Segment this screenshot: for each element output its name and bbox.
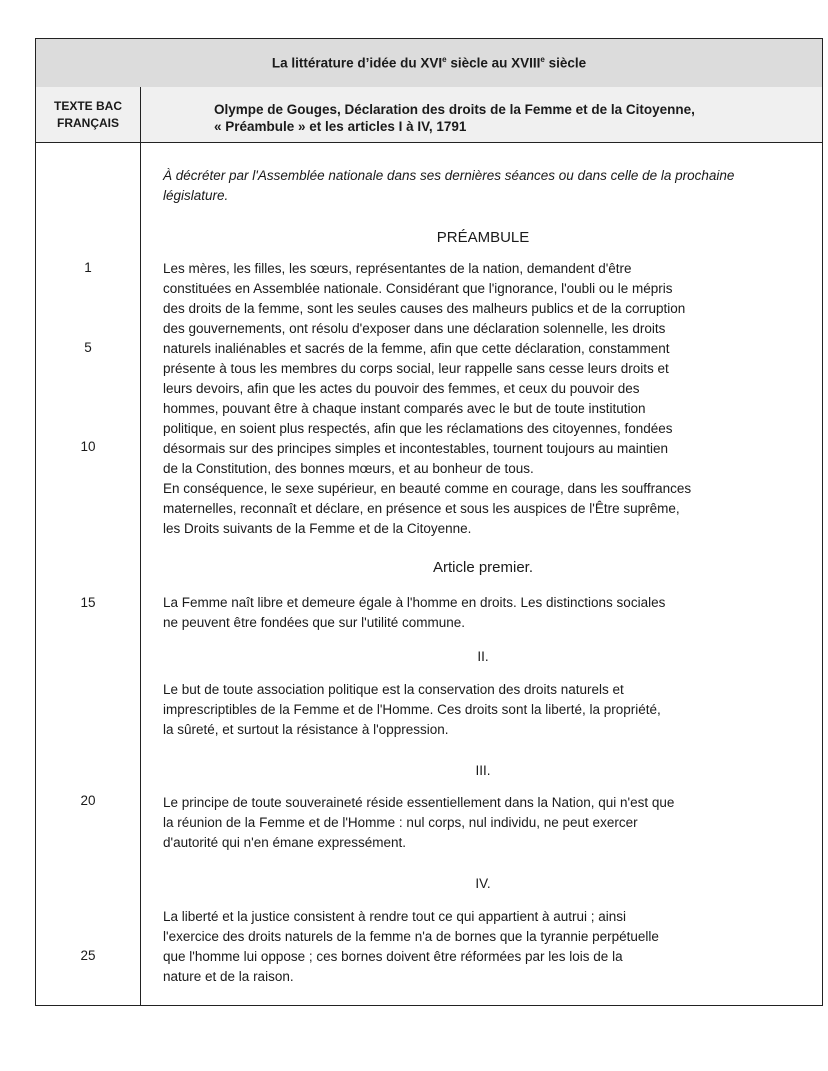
section-title: La littérature d’idée du XVIe siècle au XVIIIe siècle bbox=[271, 55, 587, 71]
section-header bbox=[36, 39, 822, 88]
article4-text: La liberté et la justice consistent à rendre tout ce qui appartient à autrui ; ainsi l'exercice des droits naturels de la femme n'a de bornes que la tyrannie perpétuelle que l'homme lui oppose ; ces bornes doivent être réformées par les lois de la nature et de la raison. bbox=[163, 909, 659, 984]
text-header bbox=[36, 87, 822, 143]
article2-title: II. bbox=[477, 649, 489, 664]
line-number: 1 bbox=[84, 260, 92, 275]
article4-title: IV. bbox=[475, 876, 491, 891]
article2-text: Le but de toute association politique est la conservation des droits naturels et imprescriptibles de la Femme et de l'Homme. Ces droits sont la liberté, la propriété, la sûreté, et surtout la résistance à l'oppression. bbox=[163, 682, 661, 737]
article3-text: Le principe de toute souveraineté réside essentiellement dans la Nation, qui n'est que la réunion de la Femme et de l'Homme : nul corps, nul individu, ne peut exercer d'autorité qui n'en émane expressément. bbox=[163, 795, 675, 850]
line-number: 25 bbox=[80, 948, 96, 963]
text-label: TEXTE BAC FRANÇAIS bbox=[53, 98, 122, 130]
text-source: Olympe de Gouges, Déclaration des droits de la Femme et de la Citoyenne, « Préambule » et les articles I à IV, 1791 bbox=[214, 102, 695, 134]
column-divider bbox=[140, 87, 141, 1005]
line-number: 15 bbox=[80, 595, 96, 610]
preambule-text: Les mères, les filles, les sœurs, représentantes de la nation, demandent d'être constituées en Assemblée nationale. Considérant que l'ignorance, l'oubli ou le mépris des droits de la femme, sont les seules causes des malheurs publics et de la corruption des gouvernements, ont résolu d'exposer dans une déclaration solennelle, les droits naturels inaliénables et sacrés de la femme, afin que cette déclaration, constamment présente à tous les membres du corps social, leur rappelle sans cesse leurs droits et leurs devoirs, afin que les actes du pouvoir des femmes, et ceux du pouvoir des hommes, pouvant être à chaque instant comparés avec le but de toute institution politique, en soient plus respectés, afin que les réclamations des citoyennes, fondées désormais sur des principes simples et incontestables, tournent toujours au maintien de la Constitution, des bonnes mœurs, et au bonheur de tous. En conséquence, le sexe supérieur, en beauté comme en courage, dans les souffrances maternelles, reconnaît et déclare, en présence et sous les auspices de l'Être suprême, les Droits suivants de la Femme et de la Citoyenne. bbox=[163, 261, 692, 536]
line-number: 5 bbox=[84, 340, 92, 355]
intro-text: À décréter par l'Assemblée nationale dans ses dernières séances ou dans celle de la prochaine législature. bbox=[163, 168, 735, 203]
line-number: 20 bbox=[80, 793, 96, 808]
article1-text: La Femme naît libre et demeure égale à l'homme en droits. Les distinctions sociales ne peuvent être fondées que sur l'utilité commune. bbox=[163, 595, 666, 630]
preambule-title: PRÉAMBULE bbox=[436, 229, 530, 246]
article3-title: III. bbox=[475, 763, 491, 778]
article1-title: Article premier. bbox=[432, 559, 534, 576]
line-number: 10 bbox=[80, 439, 96, 454]
